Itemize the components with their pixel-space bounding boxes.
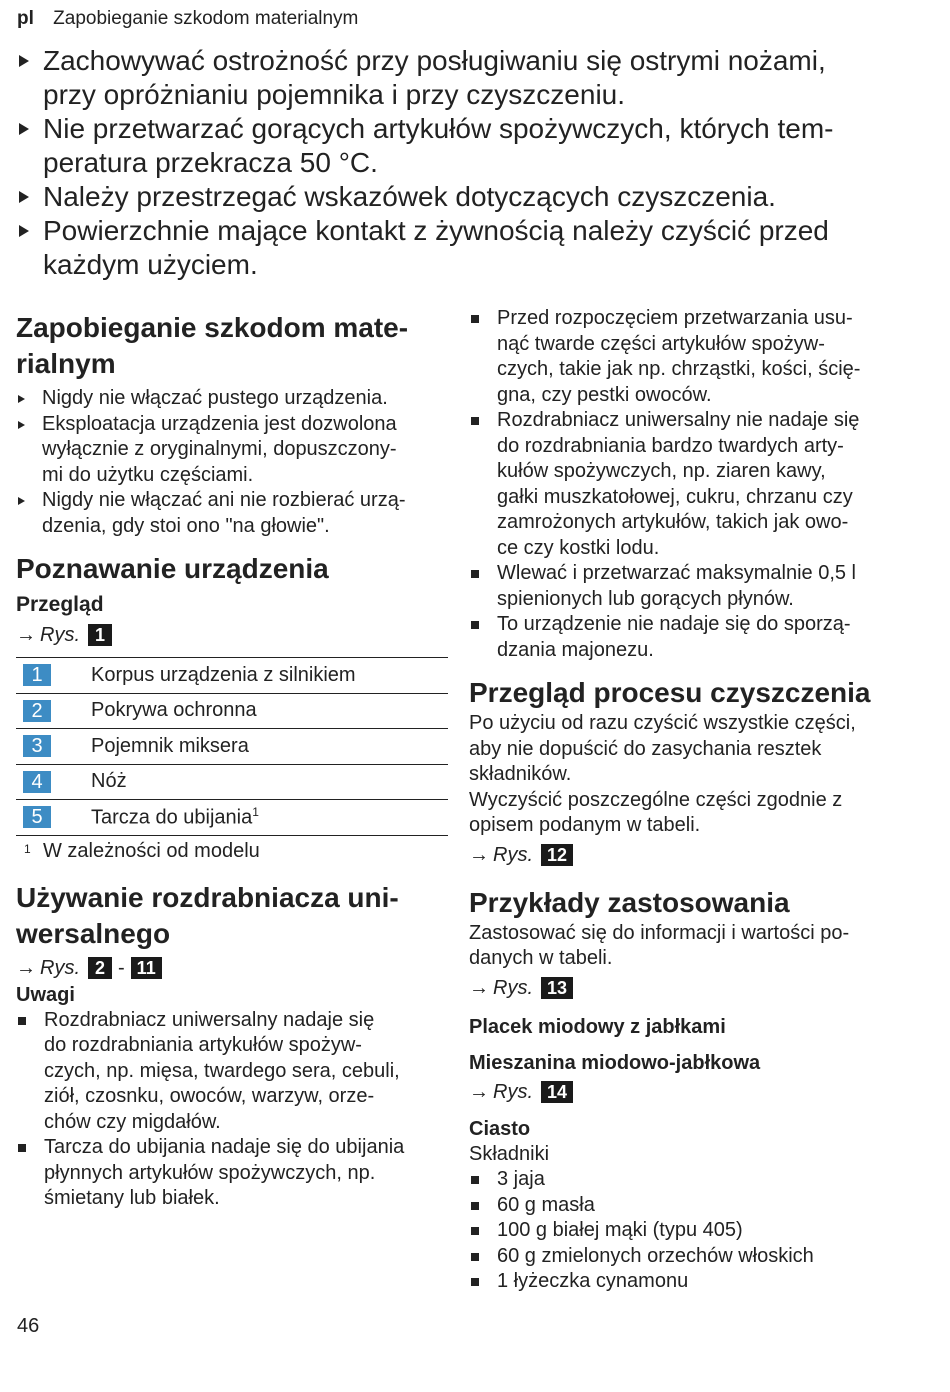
- list-item: 100 g białej mąki (typu 405): [469, 1218, 909, 1244]
- damage-section-title: Zapobieganie szkodom mate- rialnym: [16, 312, 409, 379]
- right-notes-list: [469, 306, 909, 663]
- figure-reference: → Rys. 2 - 11: [16, 954, 448, 982]
- list-item: Rozdrabniacz uniwersalny nie nadaje się do rozdrabniania bardzo twardych arty- kułów spożywczych, np. ziaren kawy, gałki muszkatołowej, cukru, chrzanu czy zamrożonych artykułów, takich jak owo- ce czy kostki lodu.: [469, 408, 909, 561]
- intro-bullet-list: [17, 44, 917, 282]
- overview-subtitle: Przegląd: [16, 593, 104, 616]
- figure-number: 1: [88, 624, 112, 646]
- square-bullet-icon: [471, 1202, 479, 1210]
- table-footnote: 1 W zależności od modelu: [24, 839, 260, 862]
- damage-item: Nigdy nie włączać pustego urządzenia.: [16, 386, 448, 412]
- arrow-right-icon: →: [16, 956, 36, 979]
- page-header: [17, 8, 358, 30]
- figure-number: 12: [541, 844, 573, 866]
- right-column: [469, 306, 909, 1295]
- part-number-badge: 1: [23, 664, 51, 686]
- list-item: 60 g masła: [469, 1193, 909, 1219]
- intro-bullet: Zachowywać ostrożność przy posługiwaniu się ostrymi nożami, przy opróżnianiu pojemnika i przy czyszczeniu.: [17, 44, 917, 112]
- table-row: [16, 694, 448, 730]
- part-name: Korpus urządzenia z silnikiem: [91, 663, 356, 686]
- intro-bullet: Należy przestrzegać wskazówek dotyczących czyszczenia.: [17, 180, 917, 214]
- part-name: Nóż: [91, 770, 127, 793]
- figure-number: 2: [88, 957, 112, 979]
- ingredients-label: Składniki: [469, 1142, 550, 1165]
- table-row: [16, 729, 448, 765]
- triangle-bullet-icon: [19, 55, 29, 67]
- part-name: Pokrywa ochronna: [91, 699, 257, 722]
- recipe-title: Placek miodowy z jabłkami: [469, 1015, 726, 1038]
- footnote-marker: 1: [252, 804, 259, 819]
- part-number-badge: 4: [23, 771, 51, 793]
- list-item: To urządzenie nie nadaje się do sporzą- dzania majonezu.: [469, 612, 909, 663]
- usage-section-title: Używanie rozdrabniacza uni- wersalnego: [16, 881, 399, 949]
- list-item: Wlewać i przetwarzać maksymalnie 0,5 l spienionych lub gorących płynów.: [469, 561, 909, 612]
- language-code: pl: [17, 8, 34, 29]
- arrow-right-icon: →: [469, 976, 489, 999]
- notes-title: Uwagi: [16, 983, 75, 1006]
- dough-title: Ciasto: [469, 1117, 531, 1140]
- parts-table: [16, 657, 448, 836]
- list-item: 60 g zmielonych orzechów włoskich: [469, 1244, 909, 1270]
- triangle-bullet-icon: [18, 395, 25, 403]
- figure-number: 13: [541, 977, 573, 999]
- square-bullet-icon: [471, 417, 479, 425]
- part-number-badge: 2: [23, 700, 51, 722]
- damage-list: [16, 386, 448, 539]
- square-bullet-icon: [471, 315, 479, 323]
- triangle-bullet-icon: [18, 497, 25, 505]
- examples-section-title: Przykłady zastosowania: [469, 886, 790, 918]
- part-name: Pojemnik miksera: [91, 734, 249, 757]
- figure-number: 11: [131, 957, 162, 979]
- cleaning-section-title: Przegląd procesu czyszczenia: [469, 677, 871, 708]
- cleaning-paragraph: Po użyciu od razu czyścić wszystkie części, aby nie dopuścić do zasychania resztek składników. Wyczyścić poszczególne części zgodnie z opisem podanym w tabeli.: [469, 712, 856, 836]
- square-bullet-icon: [471, 1227, 479, 1235]
- square-bullet-icon: [471, 1253, 479, 1261]
- arrow-right-icon: →: [469, 1080, 489, 1103]
- part-name: Tarcza do ubijania$^1$: [91, 804, 259, 829]
- damage-item: Nigdy nie włączać ani nie rozbierać urzą- dzenia, gdy stoi ono "na głowie".: [16, 488, 448, 539]
- triangle-bullet-icon: [19, 123, 29, 135]
- intro-bullet: Nie przetwarzać gorących artykułów spożywczych, których tem- peratura przekracza 50 °C.: [17, 112, 917, 180]
- triangle-bullet-icon: [19, 191, 29, 203]
- table-row: [16, 800, 448, 836]
- part-number-badge: 3: [23, 735, 51, 757]
- list-item: 1 łyżeczka cynamonu: [469, 1269, 909, 1295]
- square-bullet-icon: [471, 1278, 479, 1286]
- list-item: Tarcza do ubijania nadaje się do ubijania płynnych artykułów spożywczych, np. śmietany lub białek.: [16, 1135, 448, 1212]
- figure-reference: → Rys. 12: [469, 841, 909, 869]
- table-row: [16, 765, 448, 801]
- triangle-bullet-icon: [19, 225, 29, 237]
- square-bullet-icon: [18, 1144, 26, 1152]
- table-row: [16, 658, 448, 694]
- arrow-right-icon: →: [16, 624, 36, 646]
- square-bullet-icon: [471, 1176, 479, 1184]
- list-item: 3 jaja: [469, 1167, 909, 1193]
- triangle-bullet-icon: [18, 421, 25, 429]
- ingredients-list: [469, 1167, 909, 1295]
- figure-reference: → Rys. 13: [469, 974, 909, 1002]
- usage-notes-list: [16, 1008, 448, 1212]
- square-bullet-icon: [471, 570, 479, 578]
- figure-reference: → Rys. 14: [469, 1078, 909, 1106]
- figure-number: 14: [541, 1081, 573, 1103]
- square-bullet-icon: [18, 1017, 26, 1025]
- examples-paragraph: Zastosować się do informacji i wartości po- danych w tabeli.: [469, 921, 850, 969]
- intro-bullet: Powierzchnie mające kontakt z żywnością należy czyścić przed każdym użyciem.: [17, 214, 917, 282]
- page-number: 46: [17, 1315, 40, 1337]
- device-section-title: Poznawanie urządzenia: [16, 553, 329, 584]
- left-column: [16, 310, 448, 1212]
- mix-title: Mieszanina miodowo-jabłkowa: [469, 1051, 761, 1074]
- square-bullet-icon: [471, 621, 479, 629]
- list-item: Rozdrabniacz uniwersalny nadaje się do rozdrabniania artykułów spożyw- czych, np. mięsa, twardego sera, cebuli, ziół, czosnku, owoców, warzyw, orze- chów czy migdałów.: [16, 1008, 448, 1136]
- arrow-right-icon: →: [469, 843, 489, 866]
- figure-reference: → Rys. 1: [16, 621, 448, 649]
- header-title: Zapobieganie szkodom materialnym: [53, 8, 359, 29]
- part-number-badge: 5: [23, 806, 51, 828]
- list-item: Przed rozpoczęciem przetwarzania usu- nąć twarde części artykułów spożyw- czych, takie jak np. chrząstki, kości, ścię- gna, czy pestki owoców.: [469, 306, 909, 408]
- damage-item: Eksploatacja urządzenia jest dozwolona wyłącznie z oryginalnymi, dopuszczony- mi do użytku częściami.: [16, 412, 448, 489]
